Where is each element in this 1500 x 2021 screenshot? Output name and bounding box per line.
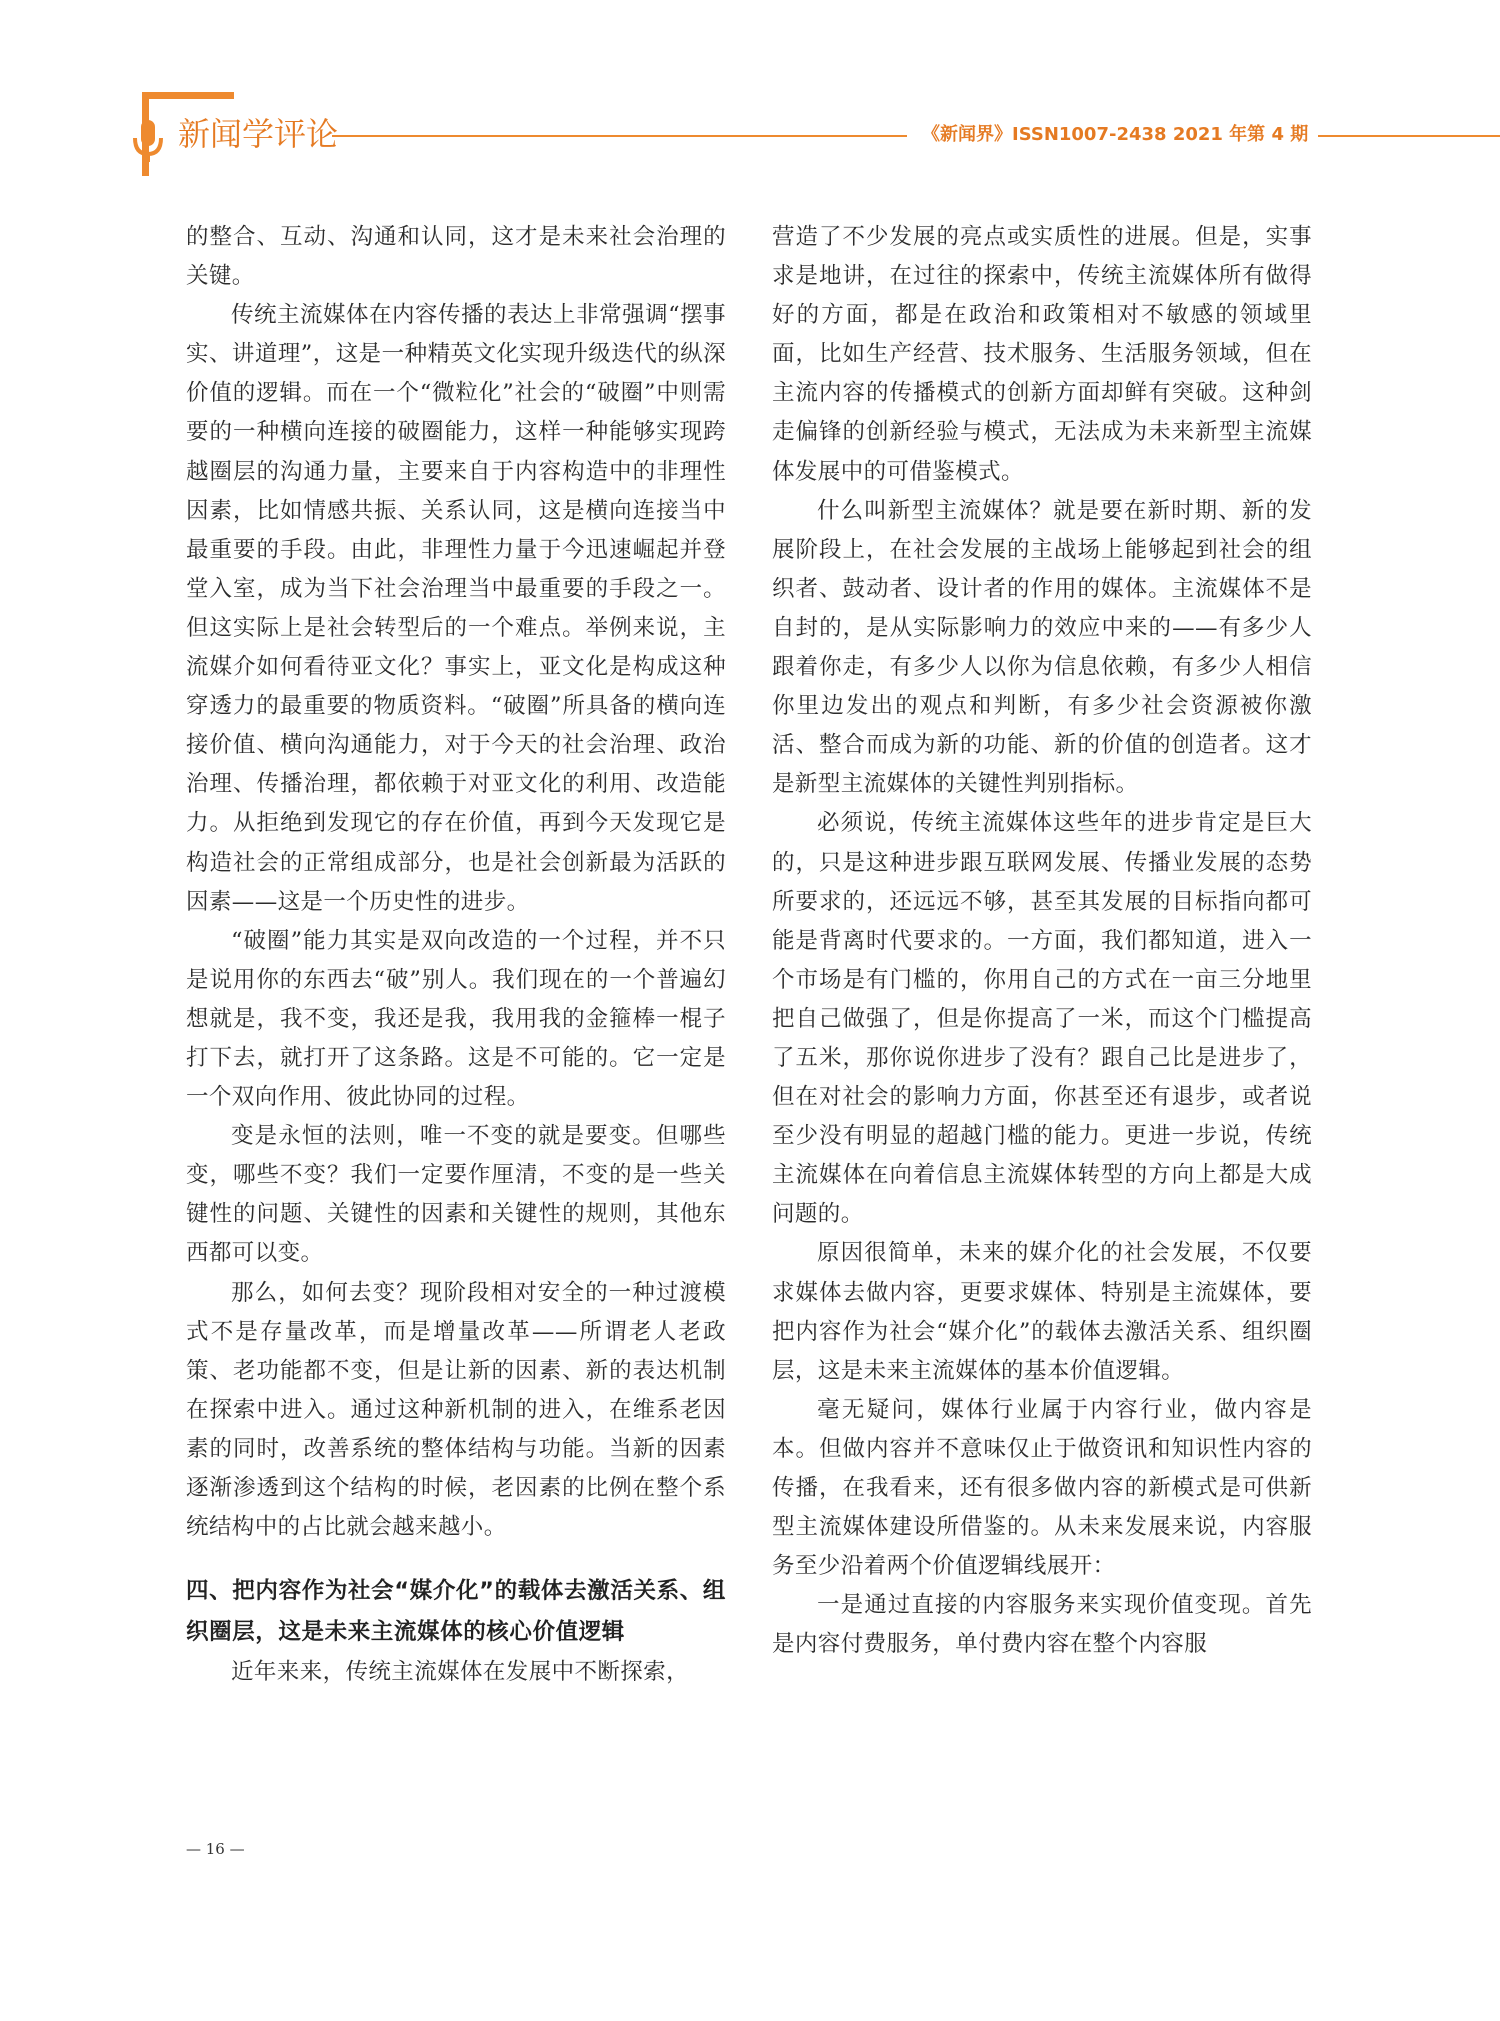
left-paragraph-3: “破圈”能力其实是双向改造的一个过程，并不只是说用你的东西去“破”别人。我们现在的一个普遍幻想就是，我不变，我还是我，我用我的金箍棒一棍子打下去，就打开了这条路。这是不可能的。它一定是一个双向作用、彼此协同的过程。 — [186, 927, 726, 1111]
right-paragraph-4: 原因很简单，未来的媒介化的社会发展，不仅要求媒体去做内容，更要求媒体、特别是主流媒体，要把内容作为社会“媒介化”的载体去激活关系、组织圈层，这是未来主流媒体的基本价值逻辑。 — [772, 1240, 1312, 1384]
section-heading: 四、把内容作为社会“媒介化”的载体去激活关系、组织圈层，这是未来主流媒体的核心价值逻辑 — [186, 1578, 726, 1646]
right-paragraph-5: 毫无疑问，媒体行业属于内容行业，做内容是本。但做内容并不意味仅止于做资讯和知识性内容的传播，在我看来，还有很多做内容的新模式是可供新型主流媒体建设所借鉴的。从未来发展来说，内容服务至少沿着两个价值逻辑线展开： — [772, 1396, 1312, 1580]
left-column — [186, 218, 726, 1778]
microphone-icon — [132, 118, 164, 166]
header-rule-left — [332, 135, 907, 137]
header-rule-right — [1318, 135, 1500, 137]
page-number: — 16 — — [186, 1840, 245, 1858]
issn-line: 《新闻界》ISSN1007-2438 2021 年第 4 期 — [922, 124, 1309, 145]
left-paragraph-1: 的整合、互动、沟通和认同，这才是未来社会治理的关键。 — [186, 224, 726, 290]
right-paragraph-6: 一是通过直接的内容服务来实现价值变现。首先是内容付费服务，单付费内容在整个内容服 — [772, 1592, 1312, 1658]
left-paragraph-2: 传统主流媒体在内容传播的表达上非常强调“摆事实、讲道理”，这是一种精英文化实现升级迭代的纵深价值的逻辑。而在一个“微粒化”社会的“破圈”中则需要的一种横向连接的破圈能力，这样一种能够实现跨越圈层的沟通力量，主要来自于内容构造中的非理性因素，比如情感共振、关系认同，这是横向连接当中最重要的手段。由此，非理性力量于今迅速崛起并登堂入室，成为当下社会治理当中最重要的手段之一。但这实际上是社会转型后的一个难点。举例来说，主流媒介如何看待亚文化？事实上，亚文化是构成这种穿透力的最重要的物质资料。“破圈”所具备的横向连接价值、横向沟通能力，对于今天的社会治理、政治治理、传播治理，都依赖于对亚文化的利用、改造能力。从拒绝到发现它的存在价值，再到今天发现它是构造社会的正常组成部分，也是社会创新最为活跃的因素——这是一个历史性的进步。 — [186, 302, 726, 915]
right-paragraph-1: 营造了不少发展的亮点或实质性的进展。但是，实事求是地讲，在过往的探索中，传统主流媒体所有做得好的方面，都是在政治和政策相对不敏感的领域里面，比如生产经营、技术服务、生活服务领域，但在主流内容的传播模式的创新方面却鲜有突破。这种剑走偏锋的创新经验与模式，无法成为未来新型主流媒体发展中的可借鉴模式。 — [772, 224, 1312, 485]
right-column — [772, 218, 1312, 1778]
journal-name: 新闻学评论 — [178, 115, 339, 153]
page-header — [0, 0, 1500, 190]
right-paragraph-3: 必须说，传统主流媒体这些年的进步肯定是巨大的，只是这种进步跟互联网发展、传播业发展的态势所要求的，还远远不够，甚至其发展的目标指向都可能是背离时代要求的。一方面，我们都知道，进入一个市场是有门槛的，你用自己的方式在一亩三分地里把自己做强了，但是你提高了一米，而这个门槛提高了五米，那你说你进步了没有？跟自己比是进步了，但在对社会的影响力方面，你甚至还有退步，或者说至少没有明显的超越门槛的能力。更进一步说，传统主流媒体在向着信息主流媒体转型的方向上都是大成问题的。 — [772, 810, 1312, 1228]
left-paragraph-6: 近年来来，传统主流媒体在发展中不断探索， — [231, 1659, 690, 1686]
right-paragraph-2: 什么叫新型主流媒体？就是要在新时期、新的发展阶段上，在社会发展的主战场上能够起到社会的组织者、鼓动者、设计者的作用的媒体。主流媒体不是自封的，是从实际影响力的效应中来的——有多少人跟着你走，有多少人以你为信息依赖，有多少人相信你里边发出的观点和判断，有多少社会资源被你激活、整合而成为新的功能、新的价值的创造者。这才是新型主流媒体的关键性判别指标。 — [772, 497, 1312, 798]
left-paragraph-4: 变是永恒的法则，唯一不变的就是要变。但哪些变，哪些不变？我们一定要作厘清，不变的是一些关键性的问题、关键性的因素和关键性的规则，其他东西都可以变。 — [186, 1123, 726, 1267]
left-paragraph-5: 那么，如何去变？现阶段相对安全的一种过渡模式不是存量改革，而是增量改革——所谓老人老政策、老功能都不变，但是让新的因素、新的表达机制在探索中进入。通过这种新机制的进入，在维系老因素的同时，改善系统的整体结构与功能。当新的因素逐渐渗透到这个结构的时候，老因素的比例在整个系统结构中的占比就会越来越小。 — [186, 1279, 726, 1541]
